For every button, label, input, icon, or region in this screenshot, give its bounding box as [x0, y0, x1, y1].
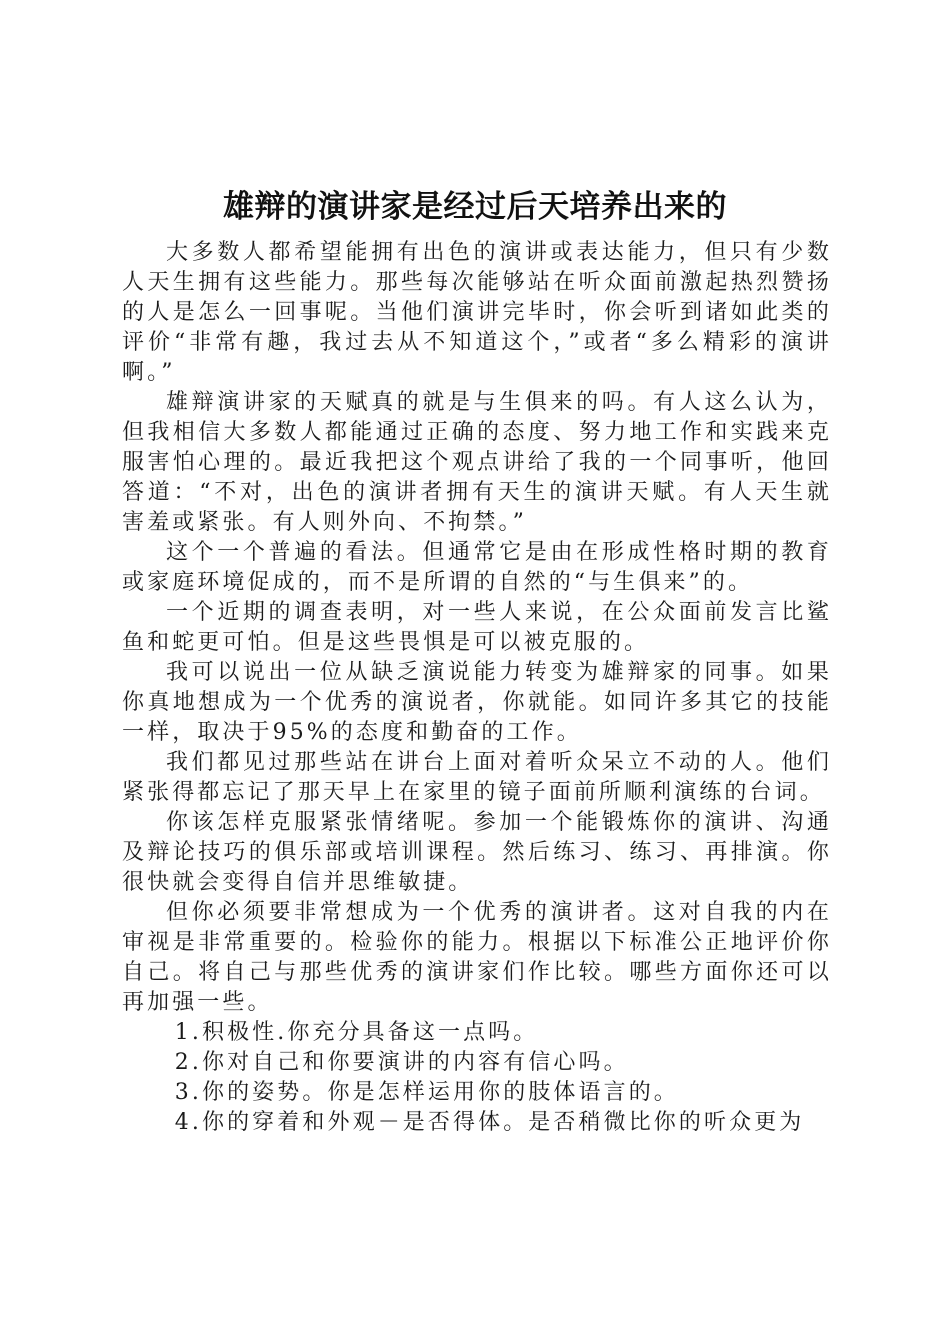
list-item: 1.积极性.你充分具备这一点吗。 [174, 1020, 539, 1045]
paragraph: 我可以说出一位从缺乏演说能力转变为雄辩家的同事。如果你真地想成为一个优秀的演说者，你就能。如同许多其它的技能一样，取决于95%的态度和勤奋的工作。 [122, 660, 832, 745]
list-item: 4.你的穿着和外观－是否得体。是否稍微比你的听众更为 [174, 1110, 805, 1135]
paragraph: 这个一个普遍的看法。但通常它是由在形成性格时期的教育或家庭环境促成的，而不是所谓的自然的“与生俱来”的。 [122, 540, 832, 595]
paragraph: 雄辩演讲家的天赋真的就是与生俱来的吗。有人这么认为，但我相信大多数人都能通过正确的态度、努力地工作和实践来克服害怕心理的。最近我把这个观点讲给了我的一个同事听，他回答道：“不对，出色的演讲者拥有天生的演讲天赋。有人天生就害羞或紧张。有人则外向、不拘禁。” [122, 390, 832, 535]
paragraph: 但你必须要非常想成为一个优秀的演讲者。这对自我的内在审视是非常重要的。检验你的能力。根据以下标准公正地评价你自己。将自己与那些优秀的演讲家们作比较。哪些方面你还可以再加强一些。 [122, 900, 832, 1015]
paragraph: 你该怎样克服紧张情绪呢。参加一个能锻炼你的演讲、沟通及辩论技巧的俱乐部或培训课程。然后练习、练习、再排演。你很快就会变得自信并思维敏捷。 [122, 810, 832, 895]
paragraph: 我们都见过那些站在讲台上面对着听众呆立不动的人。他们紧张得都忘记了那天早上在家里的镜子面前所顺利演练的台词。 [122, 750, 832, 805]
document-body [122, 238, 832, 1138]
list-item: 3.你的姿势。你是怎样运用你的肢体语言的。 [174, 1080, 679, 1105]
document-title: 雄辩的演讲家是经过后天培养出来的 [223, 189, 727, 225]
list-item: 2.你对自己和你要演讲的内容有信心吗。 [174, 1050, 629, 1075]
paragraph: 一个近期的调查表明，对一些人来说，在公众面前发言比鲨鱼和蛇更可怕。但是这些畏惧是可以被克服的。 [122, 600, 832, 655]
paragraph: 大多数人都希望能拥有出色的演讲或表达能力，但只有少数人天生拥有这些能力。那些每次能够站在听众面前激起热烈赞扬的人是怎么一回事呢。当他们演讲完毕时，你会听到诸如此类的评价“非常有趣，我过去从不知道这个，”或者“多么精彩的演讲啊。” [122, 240, 832, 385]
